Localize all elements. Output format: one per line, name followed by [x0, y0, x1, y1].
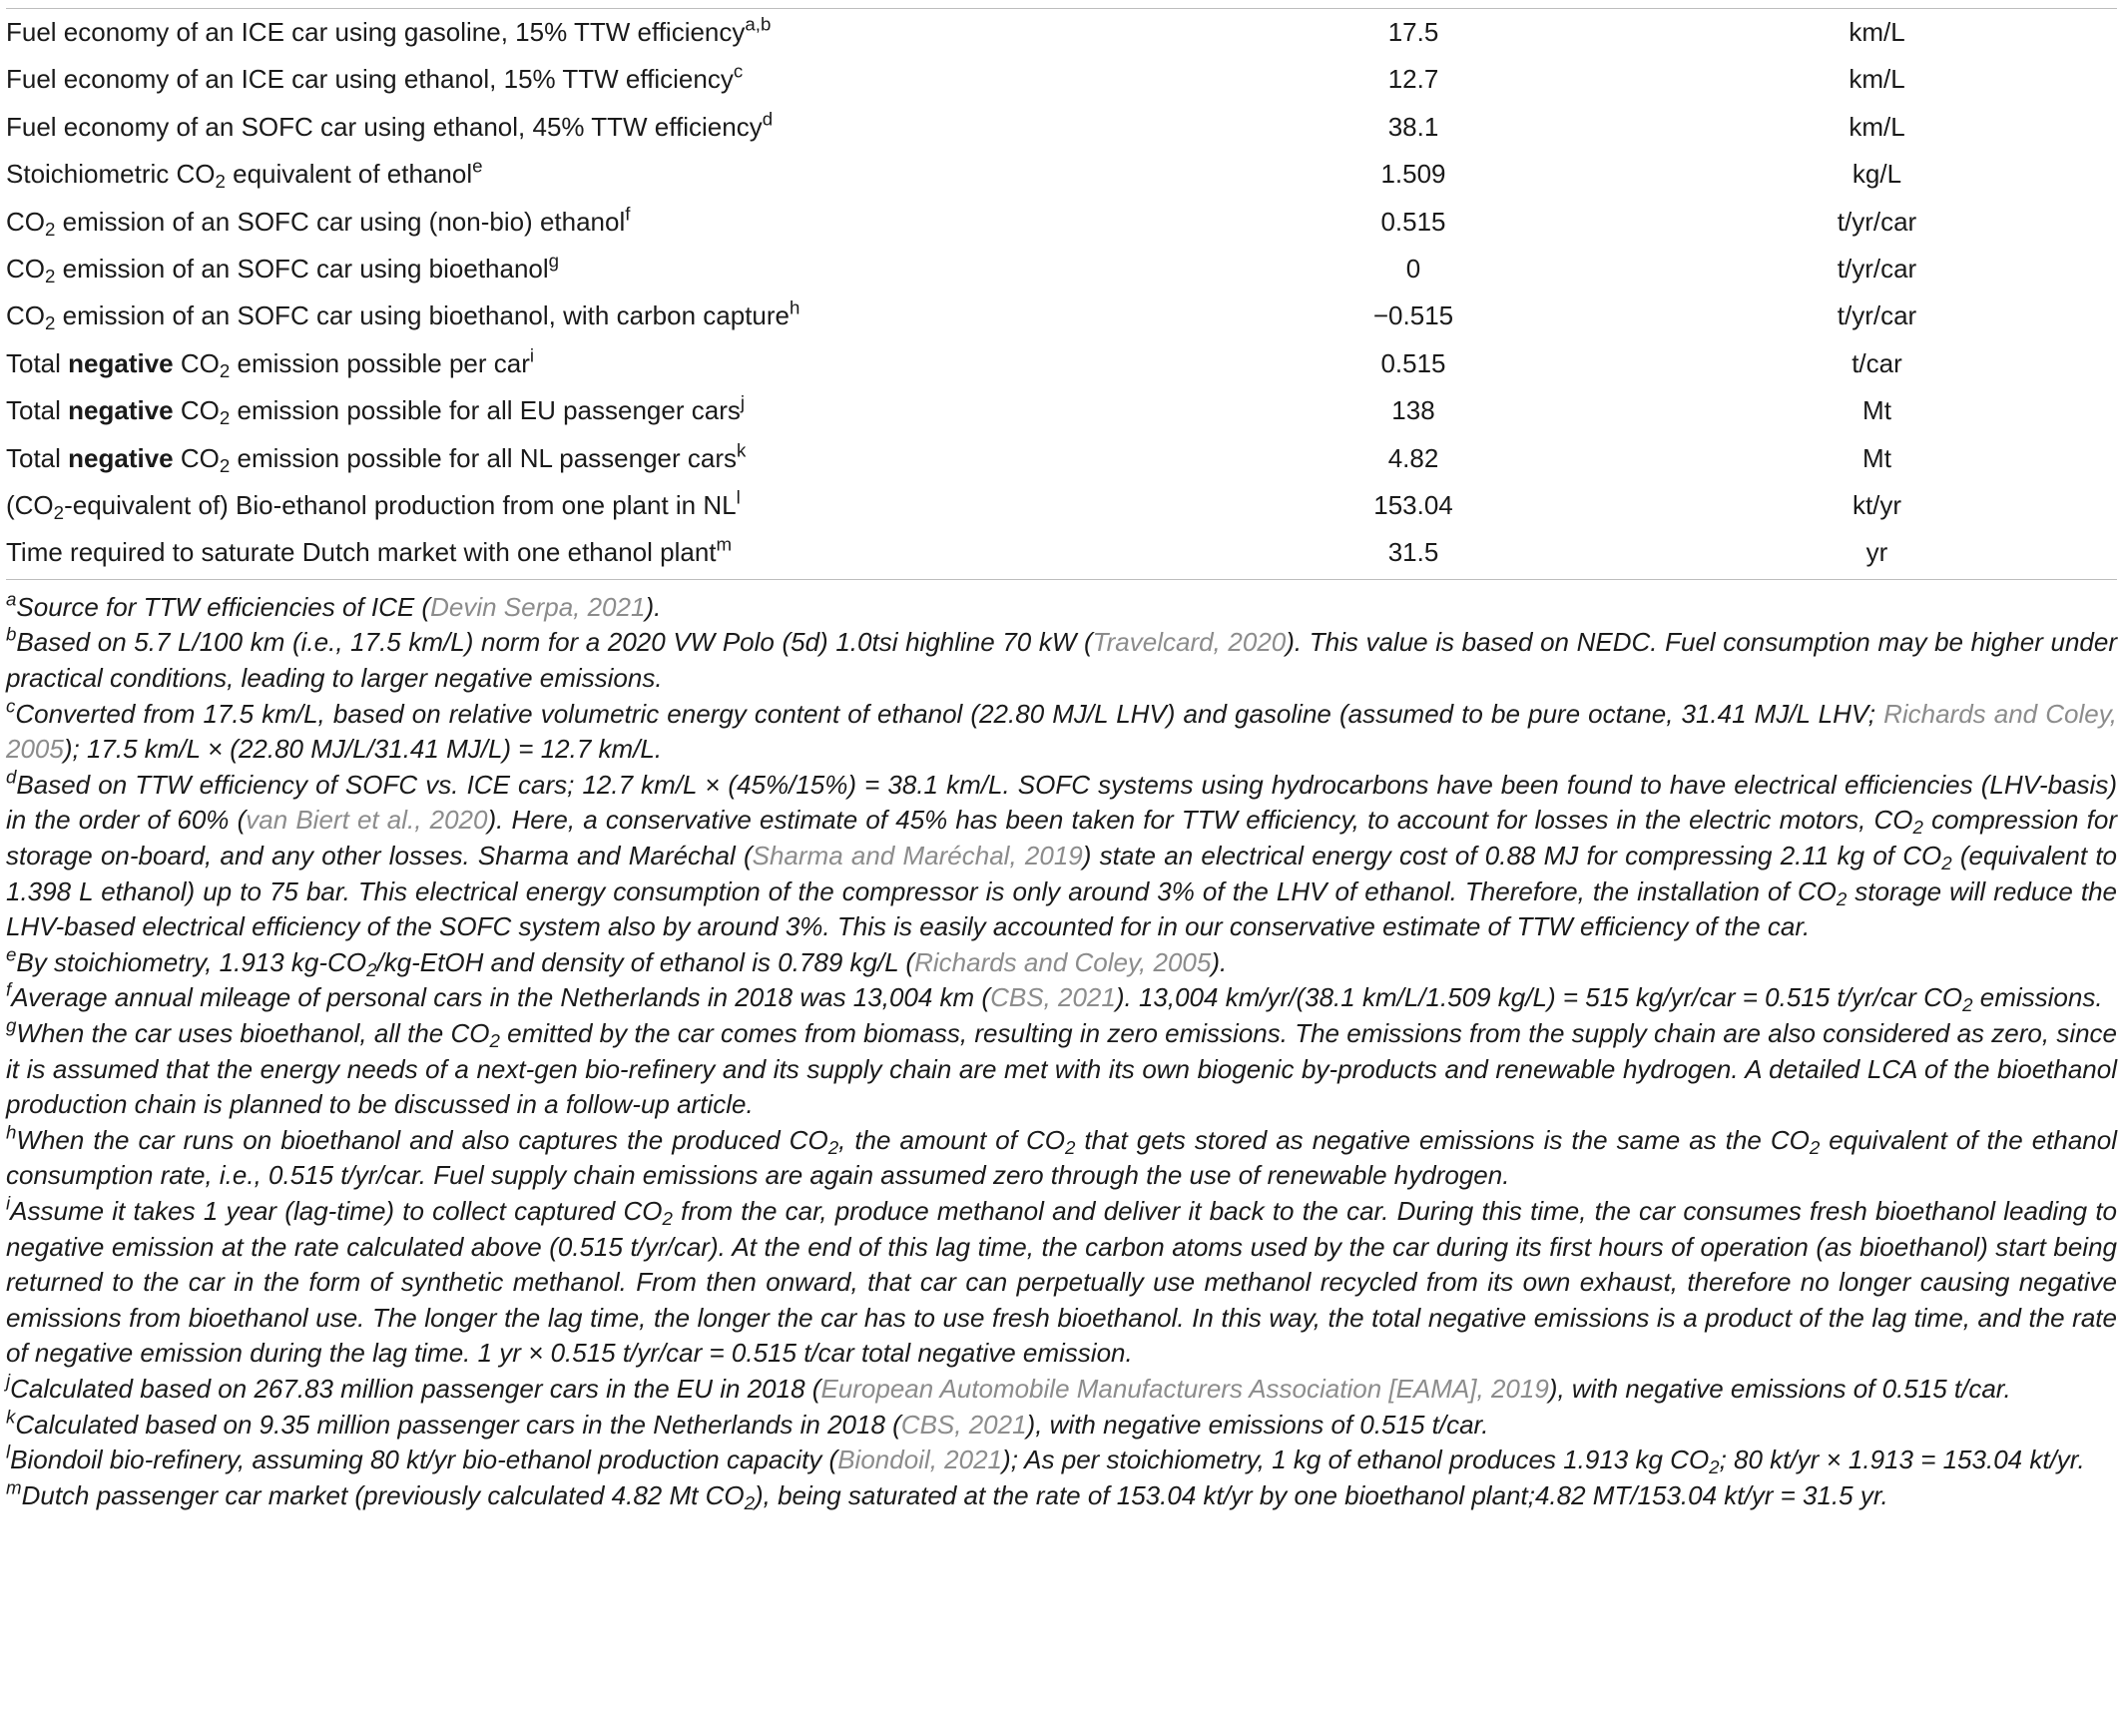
footnote-h	[6, 1123, 2117, 1194]
footnote-text: Calculated based on 267.83 million passenger cars in the EU in 2018 (European Automobile Manufacturers Association [EAMA], 2019), with negative emissions of 0.515 t/car.	[10, 1373, 2011, 1404]
table-body	[6, 9, 2111, 577]
footnote-marker: f	[6, 979, 12, 1001]
row-unit: kt/yr	[1852, 490, 1902, 521]
table-row	[6, 246, 2111, 292]
row-unit: km/L	[1849, 17, 1905, 47]
table-row	[6, 199, 2111, 246]
footnote-text: Dutch passenger car market (previously calculated 4.82 Mt $CO_2$), being saturated at the rate of 153.04 kt/yr by one bioethanol plant;4.82 MT/153.04 kt/yr = 31.5 yr.	[21, 1479, 1888, 1513]
row-unit: kg/L	[1852, 159, 1902, 190]
row-value: 138	[1391, 395, 1435, 426]
row-unit: km/L	[1849, 111, 1905, 142]
row-unit: Mt	[1862, 442, 1891, 473]
row-description: $CO_2$ emission of an SOFC car using bioethanol$^g$	[6, 250, 560, 288]
data-table	[6, 9, 2111, 577]
footnote-k	[6, 1408, 2117, 1444]
footnote-text: Based on 5.7 L/100 km (i.e., 17.5 km/L) norm for a 2020 VW Polo (5d) 1.0tsi highline 70 kW (Travelcard, 2020). This value is based on NEDC. Fuel consumption may be higher under practical conditions, leading to larger negative emissions.	[6, 627, 2117, 694]
row-unit: t/yr/car	[1837, 254, 1917, 285]
footnote-marker: k	[6, 1406, 16, 1428]
footnote-d	[6, 768, 2117, 945]
footnote-j	[6, 1372, 2117, 1408]
table-row	[6, 292, 2111, 339]
row-unit: t/car	[1852, 347, 1902, 378]
row-value: 1.509	[1380, 159, 1446, 190]
row-description: Fuel economy of an ICE car using ethanol, 15% TTW efficiency$^c$	[6, 61, 744, 95]
footnote-marker: e	[6, 943, 17, 965]
row-value: 38.1	[1387, 111, 1439, 142]
footnote-text: Assume it takes 1 year (lag-time) to collect captured $CO_2$ from the car, produce methanol and deliver it back to the car. During this time, the car consumes fresh bioethanol leading to negative emission at the rate calculated above (0.515 t/yr/car). At the end of this lag time, the carbon atoms used by the car during its first hours of operation (as bioethanol) start being returned to the car in the form of synthetic methanol. From then onward, that car can perpetually use methanol recycled from its own exhaust, therefore no longer causing negative emissions from bioethanol use. The longer the lag time, the longer the car has to use fresh bioethanol. In this way, the total negative emissions is a product of the lag time, and the rate of negative emission during the lag time. 1 yr × 0.515 t/yr/car = 0.515 t/car total negative emission.	[6, 1195, 2118, 1369]
table-row	[6, 435, 2111, 482]
row-value: 4.82	[1387, 442, 1439, 473]
footnote-b	[6, 625, 2117, 696]
footnote-marker: a	[6, 588, 17, 610]
footnotes	[6, 580, 2117, 1513]
footnote-marker: l	[6, 1441, 11, 1462]
footnote-marker: g	[6, 1014, 17, 1036]
row-description: $CO_2$ emission of an SOFC car using bioethanol, with carbon capture$^h$	[6, 297, 800, 334]
row-description: Fuel economy of an ICE car using gasoline, 15% TTW efficiency$^{a,b}$	[6, 13, 772, 47]
row-description: $CO_2$ emission of an SOFC car using (non-bio) ethanol$^f$	[6, 203, 631, 240]
table-row	[6, 529, 2111, 576]
footnote-text: Average annual mileage of personal cars in the Netherlands in 2018 was 13,004 km (CBS, 2021). 13,004 km/yr/(38.1 km/L/1.509 kg/L) = 515 kg/yr/car = 0.515 t/yr/car $CO_2$ emissions.	[11, 982, 2103, 1016]
document-page	[0, 8, 2119, 1736]
footnote-i	[6, 1194, 2117, 1372]
footnote-marker: m	[6, 1476, 22, 1498]
row-description: ($CO_2$-equivalent of) Bio-ethanol production from one plant in $NL^l$	[6, 486, 741, 524]
footnote-text: Calculated based on 9.35 million passenger cars in the Netherlands in 2018 (CBS, 2021), with negative emissions of 0.515 t/car.	[15, 1409, 1489, 1440]
row-description: Fuel economy of an SOFC car using ethanol, 45% TTW efficiency$^d$	[6, 108, 774, 142]
footnote-l	[6, 1443, 2117, 1478]
row-description: Stoichiometric $CO_2$ equivalent of ethanol$^e$	[6, 155, 483, 193]
footnote-f	[6, 980, 2117, 1016]
footnote-text: Converted from 17.5 km/L, based on relative volumetric energy content of ethanol (22.80 MJ/L LHV) and gasoline (assumed to be pure octane, 31.41 MJ/L LHV; Richards and Coley, 2005); 17.5 km/L × (22.80 MJ/L/31.41 MJ/L) = 12.7 km/L.	[6, 698, 2118, 765]
row-unit: t/yr/car	[1837, 206, 1917, 237]
table-row	[6, 104, 2111, 151]
row-value: 0.515	[1380, 347, 1446, 378]
row-value: 0.515	[1380, 206, 1446, 237]
footnote-text: Source for TTW efficiencies of ICE (Devin Serpa, 2021).	[16, 591, 662, 622]
row-unit: yr	[1865, 537, 1888, 568]
row-description: Time required to saturate Dutch market with one ethanol plant$^m$	[6, 534, 733, 568]
footnote-text: When the car uses bioethanol, all the $CO_2$ emitted by the car comes from biomass, resulting in zero emissions. The emissions from the supply chain are also considered as zero, since it is assumed that the energy needs of a next-gen bio-refinery and its supply chain are met with its own biogenic by-products and renewable hydrogen. A detailed LCA of the bioethanol production chain is planned to be discussed in a follow-up article.	[6, 1018, 2118, 1120]
footnote-marker: h	[6, 1121, 17, 1143]
table-row	[6, 387, 2111, 434]
table-row	[6, 151, 2111, 198]
table-row	[6, 340, 2111, 387]
row-value: 0	[1405, 254, 1421, 285]
footnote-marker: c	[6, 695, 16, 717]
footnote-marker: j	[6, 1370, 11, 1392]
row-value: −0.515	[1372, 300, 1454, 331]
footnote-text: By stoichiometry, 1.913 $kg-CO_2/kg$-EtOH and density of ethanol is 0.789 kg/L (Richards and Coley, 2005).	[16, 946, 1228, 981]
row-unit: t/yr/car	[1837, 300, 1917, 331]
footnote-marker: d	[6, 766, 17, 788]
table-row	[6, 9, 2111, 56]
footnote-text: Based on TTW efficiency of SOFC vs. ICE cars; 12.7 km/L × (45%/15%) = 38.1 km/L. SOFC systems using hydrocarbons have been found to have electrical efficiencies (LHV-basis) in the order of 60% (van Biert et al., 2020). Here, a conservative estimate of 45% has been taken for TTW efficiency, to account for losses in the electric motors, $CO_2$ compression for storage on-board, and any other losses. Sharma and Maréchal (Sharma and Maréchal, 2019) state an electrical energy cost of 0.88 MJ for compressing 2.11 kg of $CO_2$ (equivalent to 1.398 L ethanol) up to 75 bar. This electrical energy consumption of the compressor is only around 3% of the LHV of ethanol. Therefore, the installation of $CO_2$ storage will reduce the LHV-based electrical efficiency of the SOFC system also by around 3%. This is easily accounted for in our conservative estimate of TTW efficiency of the car.	[6, 769, 2118, 942]
footnote-marker: b	[6, 624, 17, 646]
row-description: Total negative $CO_2$ emission possible for all NL passenger cars$^k$	[6, 439, 747, 476]
footnote-text: When the car runs on bioethanol and also captures the produced $CO_2$, the amount of $CO_2$ that gets stored as negative emissions is the same as the $CO_2$ equivalent of the ethanol consumption rate, i.e., 0.515 t/yr/car. Fuel supply chain emissions are again assumed zero through the use of renewable hydrogen.	[6, 1124, 2117, 1191]
footnote-e	[6, 945, 2117, 981]
row-value: 153.04	[1373, 490, 1453, 521]
row-unit: Mt	[1862, 395, 1891, 426]
footnote-g	[6, 1016, 2117, 1123]
table-row	[6, 482, 2111, 529]
footnote-c	[6, 697, 2117, 768]
footnote-a	[6, 590, 2117, 626]
row-value: 12.7	[1387, 64, 1439, 95]
row-value: 31.5	[1387, 537, 1439, 568]
row-unit: km/L	[1849, 64, 1905, 95]
row-description: Total negative $CO_2$ emission possible per car$^i$	[6, 344, 535, 382]
footnote-text: Biondoil bio-refinery, assuming 80 kt/yr bio-ethanol production capacity (Biondoil, 2021); As per stoichiometry, 1 kg of ethanol produces 1.913 kg $CO_2$; 80 kt/yr × 1.913 = 153.04 kt/yr.	[10, 1445, 2085, 1478]
row-description: Total negative $CO_2$ emission possible for all EU passenger cars$^j$	[6, 391, 746, 429]
row-value: 17.5	[1387, 17, 1439, 47]
table-row	[6, 56, 2111, 103]
footnote-marker: i	[6, 1192, 11, 1214]
footnote-m	[6, 1478, 2117, 1514]
